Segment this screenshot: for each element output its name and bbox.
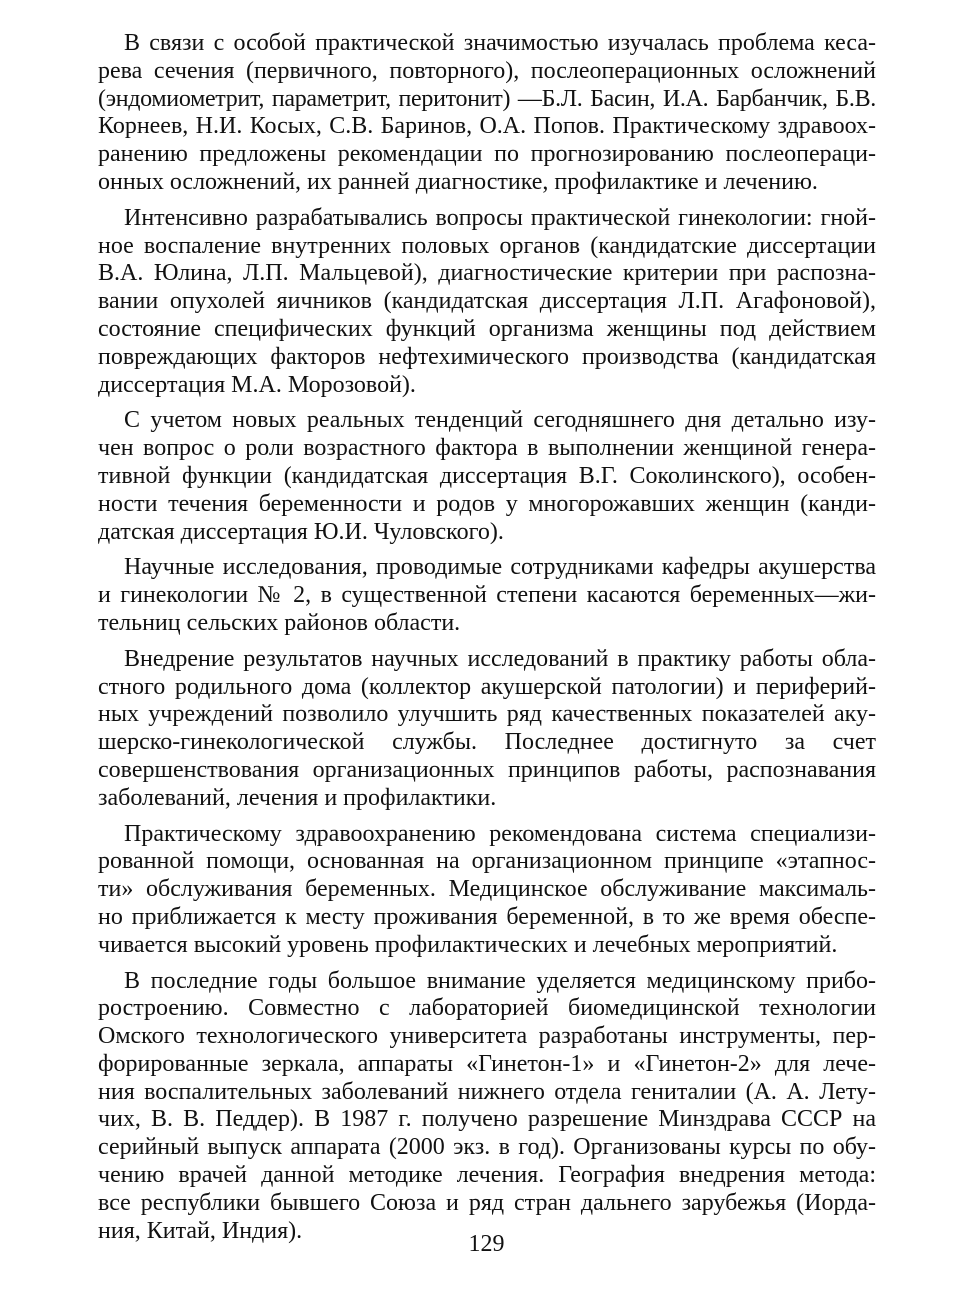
text-line: (эндомиометрит, параметрит, перитонит) —Б.Л. Басин, И.А. Барбанчик, Б.В. — [98, 85, 876, 112]
paragraph — [98, 407, 876, 546]
text-line: В.А. Юлина, Л.П. Мальцевой), диагностические критерии при распозна- — [98, 260, 876, 287]
text-line: чих, В. В. Педдер). В 1987 г. получено разрешение Минздрава СССР на — [98, 1106, 876, 1133]
text-line: повреждающих факторов нефтехимического производства (кандидатская — [98, 343, 876, 370]
text-line: ния воспалительных заболеваний нижнего отдела гениталии (А. А. Лету- — [98, 1078, 876, 1105]
text-line: В связи с особой практической значимостью изучалась проблема кеса- — [124, 30, 876, 56]
text-line: В последние годы большое внимание уделяется медицинскому прибо- — [124, 967, 876, 994]
text-line: стного родильного дома (коллектор акушерской патологии) и периферий- — [98, 673, 876, 700]
text-line: ния, Китай, Индия). — [98, 1217, 303, 1244]
text-line: С учетом новых реальных тенденций сегодняшнего дня детально изу- — [124, 407, 876, 434]
text-line: Интенсивно разрабатывались вопросы практической гинекологии: гной- — [124, 204, 876, 231]
text-line: Внедрение результатов научных исследований в практику работы обла- — [124, 645, 876, 672]
text-line: ти» обслуживания беременных. Медицинское обслуживание максималь- — [98, 876, 876, 903]
paragraph — [98, 646, 876, 813]
text-line: диссертация М.А. Морозовой). — [98, 371, 416, 398]
text-line: чен вопрос о роли возрастного фактора в выполнении женщиной генера- — [98, 435, 876, 462]
paragraph — [98, 968, 876, 1246]
text-line: Практическому здравоохранению рекомендована система специализи- — [124, 820, 876, 847]
body-text — [98, 30, 876, 1253]
text-line: тельниц сельских районов области. — [98, 609, 461, 636]
text-line: шерско-гинекологической службы. Последнее достигнуто за счет — [98, 729, 876, 756]
text-line: Корнеев, Н.И. Косых, С.В. Баринов, О.А. Попов. Практическому здравоох- — [98, 113, 876, 140]
text-line: ное воспаление внутренних половых органов (кандидатские диссертации — [98, 232, 876, 259]
text-line: датская диссертация Ю.И. Чуловского). — [98, 518, 504, 545]
text-line: онных осложнений, их ранней диагностике, профилактике и лечению. — [98, 168, 818, 195]
page-number: 129 — [468, 1231, 505, 1257]
text-line: и гинекологии № 2, в существенной степени касаются беременных—жи- — [98, 582, 876, 609]
text-line: рева сечения (первичного, повторного), послеоперационных осложнений — [98, 57, 876, 84]
paragraph — [98, 205, 876, 400]
paragraph — [98, 821, 876, 960]
text-line: ранению предложены рекомендации по прогнозированию послеопераци- — [98, 141, 876, 168]
text-line: чению врачей данной методике лечения. География внедрения метода: — [98, 1162, 876, 1189]
paragraph — [98, 30, 876, 197]
text-line: чивается высокий уровень профилактических и лечебных мероприятий. — [98, 931, 838, 958]
text-line: форированные зеркала, аппараты «Гинетон-1» и «Гинетон-2» для лече- — [98, 1050, 876, 1077]
text-line: вании опухолей яичников (кандидатская диссертация Л.П. Агафоновой), — [98, 288, 876, 315]
text-line: рованной помощи, основанная на организационном принципе «этапнос- — [98, 848, 876, 875]
text-line: ности течения беременности и родов у многорожавших женщин (канди- — [98, 490, 876, 517]
text-line: ростроению. Совместно с лабораторией биомедицинской технологии — [98, 995, 876, 1022]
text-line: но приближается к месту проживания беременной, в то же время обеспе- — [98, 903, 876, 930]
text-line: Омского технологического университета разработаны инструменты, пер- — [98, 1023, 876, 1050]
text-line: ных учреждений позволило улучшить ряд качественных показателей аку- — [98, 701, 876, 728]
text-line: все республики бывшего Союза и ряд стран дальнего зарубежья (Иорда- — [98, 1189, 876, 1216]
text-line: заболеваний, лечения и профилактики. — [98, 784, 497, 811]
paragraph — [98, 554, 876, 637]
text-line: серийный выпуск аппарата (2000 экз. в год). Организованы курсы по обу- — [98, 1134, 876, 1161]
text-line: состояние специфических функций организма женщины под действием — [98, 315, 876, 342]
text-line: Научные исследования, проводимые сотрудниками кафедры акушерства — [124, 554, 876, 581]
text-line: совершенствования организационных принципов работы, распознавания — [98, 756, 876, 783]
text-line: тивной функции (кандидатская диссертация В.Г. Соколинского), особен- — [98, 462, 876, 489]
